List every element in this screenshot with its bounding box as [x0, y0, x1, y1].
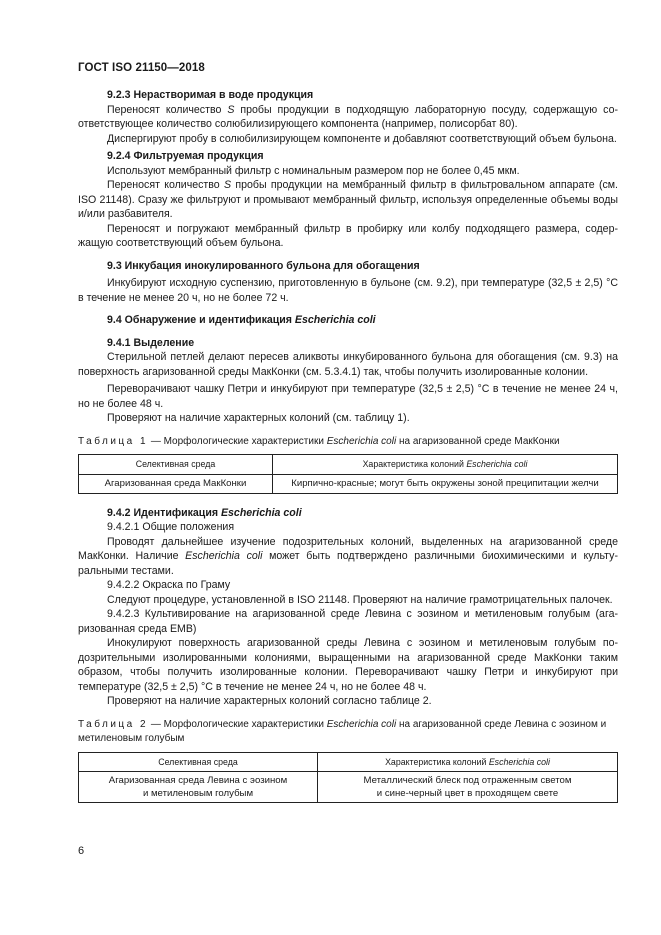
text-run: Характеристика колоний — [362, 459, 467, 469]
table-label: Таблица 1 — [78, 435, 149, 447]
cell-line: Агаризованная среда Левина с эозином — [108, 775, 288, 786]
table-cell: Кирпично-красные; могут быть окружены зоной преципитации желчи — [273, 474, 618, 493]
species-name: Escherichia coli — [466, 459, 528, 469]
section-9-2-3-para-2: Диспергируют пробу в солюбилизирующем компоненте и добавляют соответствующий объем бульона. — [107, 132, 617, 145]
page-number: 6 — [78, 845, 85, 857]
section-9-2-3-para-1 — [78, 103, 618, 132]
italic-symbol: S — [227, 103, 235, 116]
section-9-4-2-3-para: Инокулируют поверхность агаризованной среды Левина с эозином и метиленовым голубым подозрительными изолированными колониями, выращенными на агаризованной среде МакКонки таким образом, чтобы получить изолированные колонии. Переворачивают чашку Петри и инкубируют при температуре (32,5 ± 2,5) °С в течение не менее 24 ч, но не более 48 ч. — [78, 637, 618, 693]
text-run: пробы продукции в подходящую лабораторную посуду, содержащую соответствующее количество солюбилизирующего компонента (например, полисорбат 80). — [78, 103, 619, 130]
species-name: Escherichia coli — [326, 718, 397, 730]
table-1 — [78, 454, 618, 494]
table-header-row — [79, 455, 618, 475]
cell-line: Металлический блеск под отраженным светом — [363, 775, 572, 786]
species-name: Escherichia coli — [294, 314, 376, 326]
text-run: на агаризованной среде Левина с эозином и метиленовым голубым — [78, 718, 607, 744]
table-row — [79, 772, 618, 803]
section-9-4-1-para-1: Стерильной петлей делают пересев аликвоты инкубированного бульона для обогащения (см. 9.3) на поверхность агаризованной среды МакКонки (см. 5.3.4.1) так, чтобы получить изолированные колонии. — [78, 351, 618, 378]
text-run: Переносят количество — [107, 179, 224, 191]
section-9-4-title — [78, 313, 618, 328]
table-cell: Агаризованная среда МакКонки — [79, 474, 273, 493]
section-9-4-2-2-para: Следуют процедуре, установленной в ISO 21148. Проверяют на наличие грамотрицательных палочек. — [107, 593, 613, 606]
table-header-cell: Селективная среда — [79, 752, 318, 772]
document-code-header: ГОСТ ISO 21150—2018 — [78, 62, 205, 74]
section-9-4-2-1-para — [78, 535, 618, 579]
table-header-cell — [273, 455, 618, 475]
section-9-4-2-title — [78, 506, 618, 521]
text-run: — Морфологические характеристики — [148, 718, 327, 730]
section-9-2-4-para-2 — [78, 178, 618, 222]
section-9-4-1-title: 9.4.1 Выделение — [107, 336, 195, 349]
section-9-2-4-para-3: Переносят и погружают мембранный фильтр в пробирку или колбу подходящего размера, содержащую соответствующий объем бульона. — [78, 222, 618, 249]
italic-symbol: S — [223, 179, 232, 191]
table-label: Таблица 2 — [78, 718, 149, 730]
text-run: 9.4 Обнаружение и идентификация — [107, 314, 295, 326]
section-9-2-3-title: 9.2.3 Нерастворимая в воде продукция — [107, 89, 314, 101]
text-run: 9.4.2 Идентификация — [107, 506, 221, 519]
species-name: Escherichia coli — [220, 506, 302, 519]
section-9-3-title: 9.3 Инкубация инокулированного бульона для обогащения — [107, 259, 420, 272]
text-run: может быть подтверждено различными биохимическими и культуральными тестами. — [78, 550, 618, 577]
section-9-4-2-3-para-2: Проверяют на наличие характерных колоний согласно таблице 2. — [107, 695, 432, 707]
table-1-caption — [78, 435, 618, 450]
table-row — [79, 474, 618, 493]
section-9-2-4-title: 9.2.4 Фильтруемая продукция — [107, 150, 264, 162]
table-header-row — [79, 752, 618, 772]
section-9-4-1-para-3: Проверяют на наличие характерных колоний (см. таблицу 1). — [107, 412, 410, 424]
table-2 — [78, 752, 618, 804]
section-9-4-2-1-heading: 9.4.2.1 Общие положения — [107, 521, 235, 533]
table-header-cell — [318, 752, 618, 772]
section-9-3-para-1: Инкубируют исходную суспензию, приготовленную в бульоне (см. 9.2), при температуре (32,5 ± 2,5) °С в течение не менее 20 ч, но не более 72 ч. — [78, 277, 618, 304]
text-run: Переносят количество — [107, 103, 228, 116]
section-9-4-2-2-heading: 9.4.2.2 Окраска по Граму — [107, 579, 231, 591]
species-name: Escherichia coli — [488, 756, 550, 767]
table-2-caption — [78, 718, 618, 747]
species-name: Escherichia coli — [185, 550, 263, 562]
table-cell — [318, 772, 618, 803]
species-name: Escherichia coli — [326, 435, 397, 447]
text-run: пробы продукции на мембранный фильтр в фильтровальном аппарате (см. ISO 21148). Сразу же фильтруют и промывают мембранный фильтр, используя определенные объемы воды и/или разбавителя. — [78, 179, 618, 220]
cell-line: и сине-черный цвет в проходящем свете — [376, 788, 559, 799]
section-9-2-4-para-1: Используют мембранный фильтр с номинальным размером пор не более 0,45 мкм. — [107, 164, 520, 177]
text-run: Характеристика колоний — [385, 756, 489, 767]
cell-line: и метиленовым голубым — [142, 788, 254, 799]
table-header-cell: Селективная среда — [79, 455, 273, 475]
section-9-4-1-para-2: Переворачивают чашку Петри и инкубируют при температуре (32,5 ± 2,5) °С в течение не менее 24 ч, но не более 48 ч. — [78, 383, 618, 410]
text-run: — Морфологические характеристики — [148, 435, 327, 447]
text-run: Проводят дальнейшее изучение подозрительных колоний, выделенных на агаризованной среде МакКонки. Наличие — [78, 535, 618, 562]
section-9-4-2-3-heading: 9.4.2.3 Культивирование на агаризованной среде Левина с эозином и метиленовым голубым (агаризованная среда EMB) — [78, 608, 618, 635]
table-cell — [79, 772, 318, 803]
document-body — [78, 88, 618, 803]
text-run: на агаризованной среде МакКонки — [396, 435, 560, 447]
